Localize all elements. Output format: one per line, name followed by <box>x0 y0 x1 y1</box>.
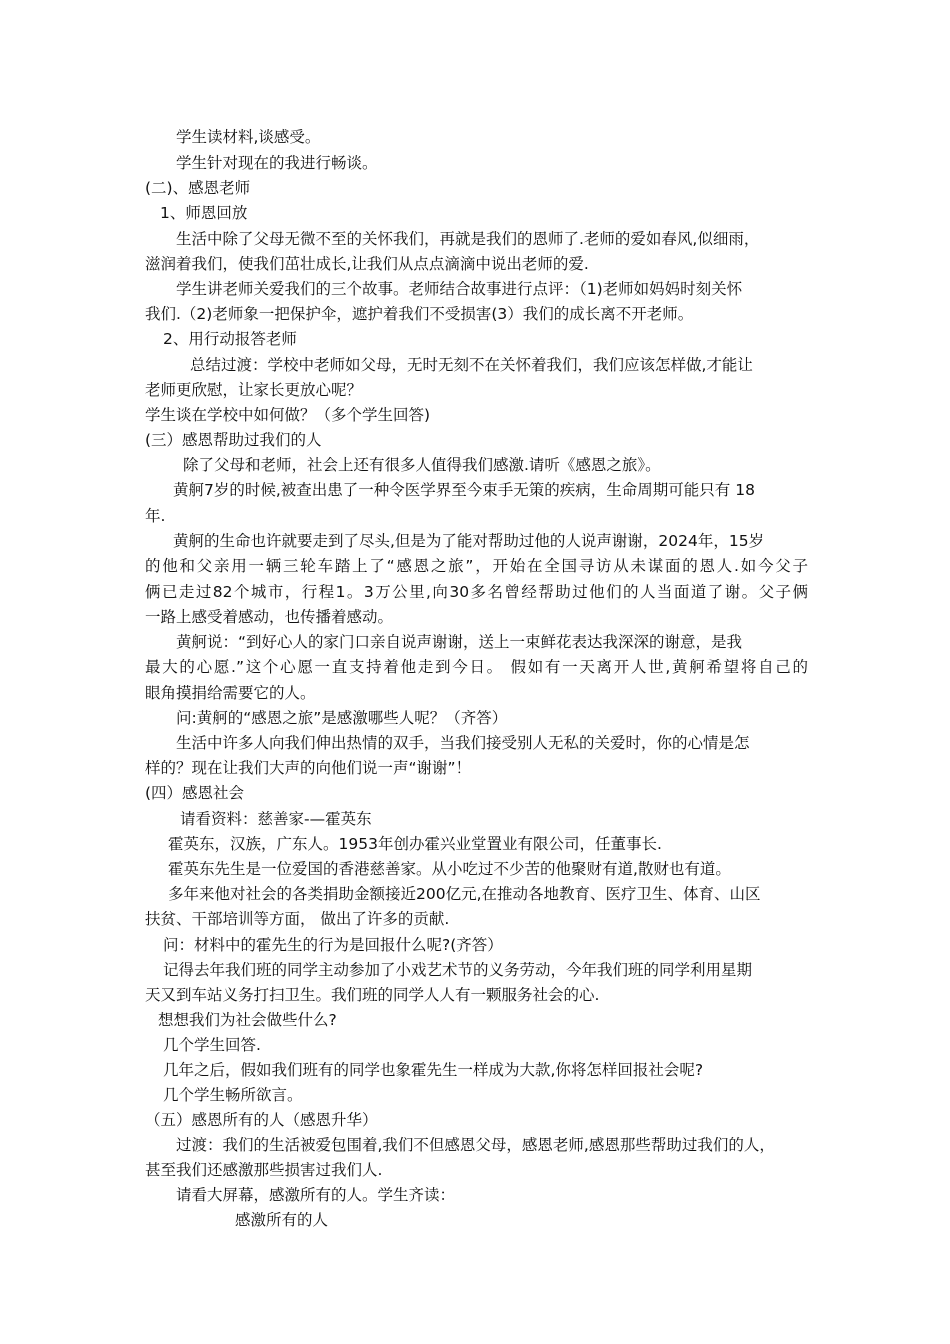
text-line: 学生读材料,谈感受。 <box>176 128 321 146</box>
text-line: 黄舸的生命也许就要走到了尽头,但是为了能对帮助过他的人说声谢谢，2024年，15岁 <box>173 532 765 550</box>
text-line: 年. <box>145 507 166 525</box>
text-line: 生活中许多人向我们伸出热情的双手，当我们接受别人无私的关爱时，你的心情是怎 <box>176 734 750 752</box>
text-line: 想想我们为社会做些什么? <box>158 1011 337 1029</box>
text-line: 学生针对现在的我进行畅谈。 <box>176 154 378 172</box>
text-line: 滋润着我们，使我们茁壮成长,让我们从点点滴滴中说出老师的爱. <box>145 255 589 273</box>
text-line: 最大的心愿.”这个心愿一直支持着他走到今日。 假如有一天离开人世,黄舸希望将自己的 <box>145 658 808 676</box>
text-line: 天又到车站义务打扫卫生。我们班的同学人人有一颗服务社会的心. <box>145 986 600 1004</box>
subsection-heading: 1、师恩回放 <box>160 204 248 222</box>
text-line: 学生谈在学校中如何做？（多个学生回答) <box>145 406 431 424</box>
text-line: 几个学生回答. <box>163 1036 261 1054</box>
section-heading: （五）感恩所有的人（感恩升华） <box>145 1111 378 1129</box>
text-line: 霍英东，汉族，广东人。1953年创办霍兴业堂置业有限公司，任董事长. <box>168 835 662 853</box>
section-heading: (三）感恩帮助过我们的人 <box>145 431 322 449</box>
text-line: 黄舸说：“到好心人的家门口亲自说声谢谢，送上一束鲜花表达我深深的谢意，是我 <box>176 633 743 651</box>
text-line: 请看资料：慈善家-—霍英东 <box>180 810 372 828</box>
text-line: 请看大屏幕，感激所有的人。学生齐读： <box>176 1186 456 1204</box>
text-line: 霍英东先生是一位爱国的香港慈善家。从小吃过不少苦的他聚财有道,散财也有道。 <box>168 860 731 878</box>
text-line: 老师更欣慰，让家长更放心呢？ <box>145 381 363 399</box>
text-line: 过渡：我们的生活被爱包围着,我们不但感恩父母，感恩老师,感恩那些帮助过我们的人， <box>176 1136 775 1154</box>
section-heading: (四）感恩社会 <box>145 784 245 802</box>
poem-title: 感激所有的人 <box>235 1211 329 1229</box>
question-line: 问:黄舸的“感恩之旅”是感激哪些人呢？（齐答） <box>176 709 508 727</box>
text-line: 记得去年我们班的同学主动参加了小戏艺术节的义务劳动，今年我们班的同学利用星期 <box>163 961 753 979</box>
text-line: 一路上感受着感动，也传播着感动。 <box>145 608 394 626</box>
text-line: 生活中除了父母无微不至的关怀我们，再就是我们的恩师了.老师的爱如春风,似细雨， <box>176 230 760 248</box>
question-line: 问：材料中的霍先生的行为是回报什么呢?(齐答） <box>163 936 503 954</box>
text-line: 甚至我们还感激那些损害过我们人. <box>145 1161 383 1179</box>
text-line: 几个学生畅所欲言。 <box>163 1086 303 1104</box>
text-line: 总结过渡：学校中老师如父母，无时无刻不在关怀着我们，我们应该怎样做,才能让 <box>190 356 753 374</box>
text-line: 我们.（2)老师象一把保护伞，遮护着我们不受损害(3）我们的成长离不开老师。 <box>145 305 694 323</box>
text-line: 多年来他对社会的各类捐助金额接近200亿元,在推动各地教育、医疗卫生、体育、山区 <box>168 885 761 903</box>
text-line: 几年之后，假如我们班有的同学也象霍先生一样成为大款,你将怎样回报社会呢? <box>163 1061 704 1079</box>
subsection-heading: 2、用行动报答老师 <box>163 330 297 348</box>
section-heading: (二)、感恩老师 <box>145 179 251 197</box>
text-line: 扶贫、干部培训等方面， 做出了许多的贡献. <box>145 910 450 928</box>
text-line: 黄舸7岁的时候,被查出患了一种令医学界至今束手无策的疾病，生命周期可能只有 18 <box>173 481 755 499</box>
text-line: 眼角摸捐给需要它的人。 <box>145 684 316 702</box>
text-line: 除了父母和老师，社会上还有很多人值得我们感激.请听《感恩之旅》。 <box>183 456 661 474</box>
text-line: 样的？现在让我们大声的向他们说一声“谢谢”！ <box>145 759 472 777</box>
text-line: 俩已走过82个城市，行程1。3万公里,向30多名曾经帮助过他们的人当面道了谢。父子俩 <box>145 583 808 601</box>
text-line: 学生讲老师关爱我们的三个故事。老师结合故事进行点评：（1)老师如妈妈时刻关怀 <box>176 280 743 298</box>
text-line: 的他和父亲用一辆三轮车踏上了“感恩之旅”，开始在全国寻访从未谋面的恩人.如今父子 <box>145 557 808 575</box>
